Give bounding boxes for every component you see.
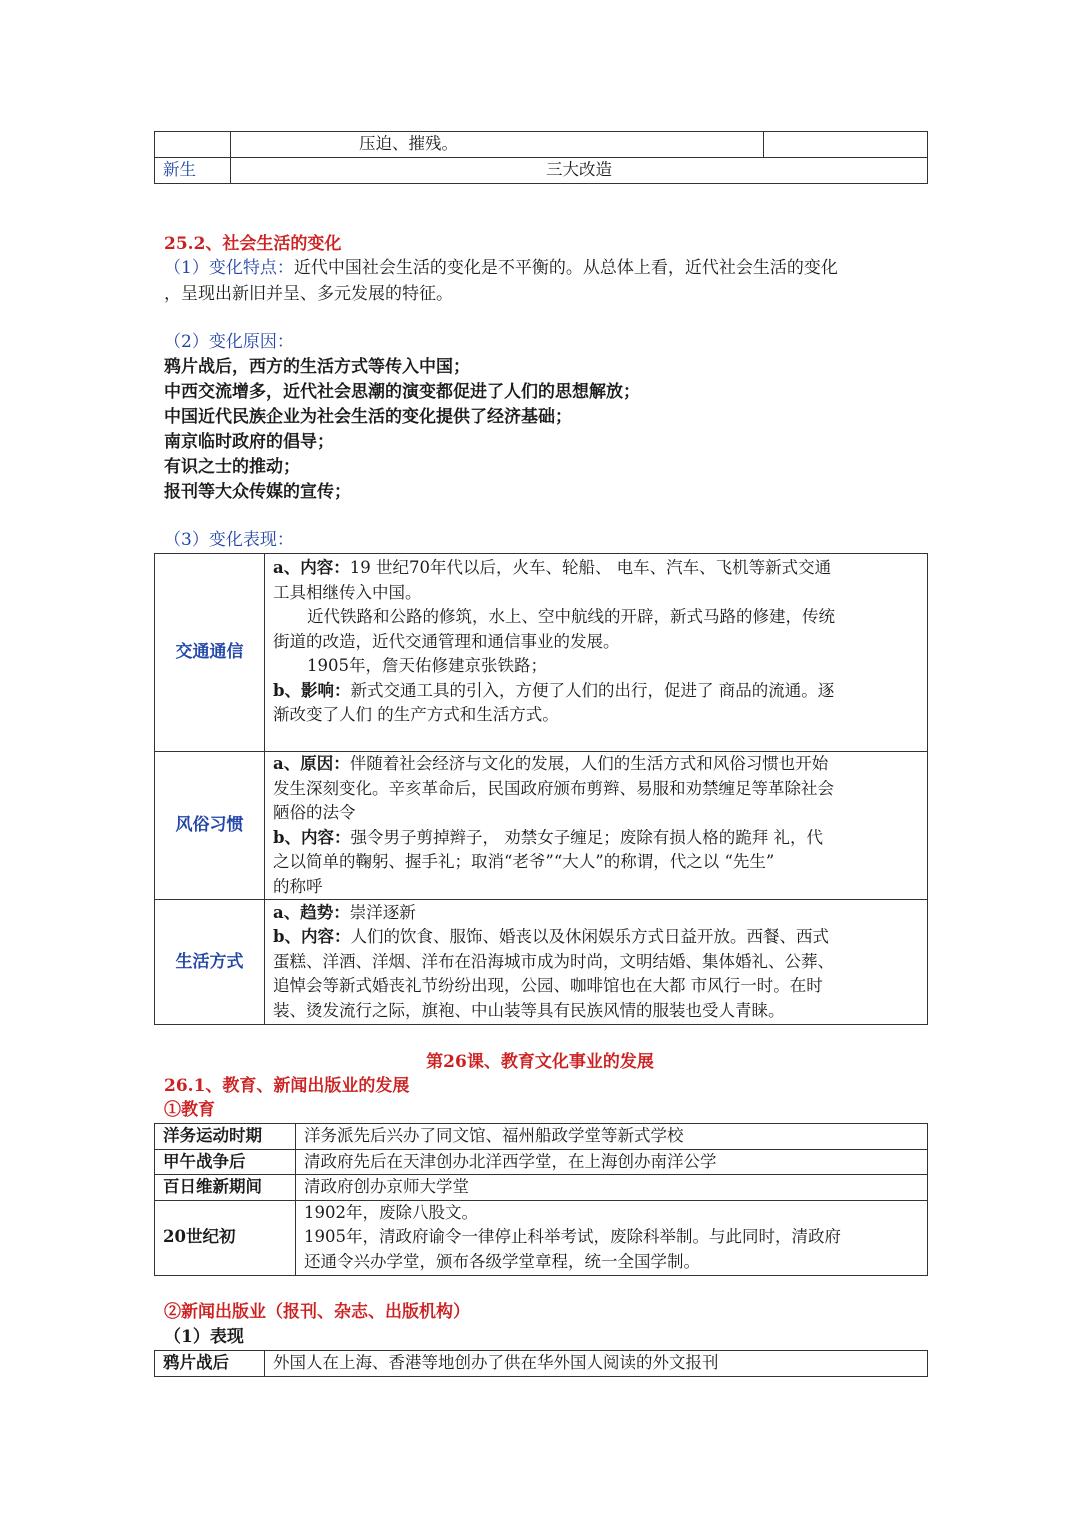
education-heading: ①教育 — [164, 1100, 215, 1120]
edu-row-label: 百日维新期间 — [155, 1175, 296, 1201]
edu-row-text: 清政府先后在天津创办北洋西学堂，在上海创办南洋公学 — [296, 1149, 928, 1175]
line-text: 街道的改造，近代交通管理和通信事业的发展。 — [273, 631, 620, 651]
edu-row-label: 甲午战争后 — [155, 1149, 296, 1175]
top-table — [154, 131, 928, 184]
change-features-text: 近代中国社会生活的变化是不平衡的。从总体上看，近代社会生活的变化 — [293, 258, 838, 278]
manifest-table — [154, 553, 928, 1025]
section-26-1-heading: 26.1、教育、新闻出版业的发展 — [164, 1076, 410, 1096]
line-text: 装、烫发流行之际，旗袍、中山装等具有民族风情的服装也受人青睐。 — [273, 1000, 785, 1020]
line-text: 还通令兴办学堂，颁布各级学堂章程，统一全国学制。 — [304, 1251, 700, 1271]
line-text: 的称呼 — [273, 876, 323, 896]
manifest-row-content — [265, 554, 928, 752]
cause-item: 报刊等大众传媒的宣传； — [164, 482, 351, 502]
top-table-row1-text: 压迫、摧残。 — [231, 132, 764, 158]
manifest-row-label: 生活方式 — [155, 900, 265, 1025]
manifest-row-content — [265, 752, 928, 900]
line-text: 强令男子剪掉辫子， 劝禁女子缠足；废除有损人格的跪拜 礼，代 — [350, 827, 824, 847]
line-text: 工具相继传入中国。 — [273, 582, 422, 602]
line-text: 崇洋逐新 — [349, 902, 416, 922]
change-causes-label: （2）变化原因： — [164, 332, 294, 352]
line-text: 陋俗的法令 — [273, 803, 356, 822]
edu-row-text — [296, 1200, 928, 1275]
change-features-line1 — [164, 256, 838, 281]
line-text: 近代铁路和公路的修筑，水上、空中航线的开辟，新式马路的修建，传统 — [307, 607, 835, 626]
edu-row-text: 清政府创办京师大学堂 — [296, 1175, 928, 1201]
change-features-label: （1）变化特点： — [164, 258, 294, 278]
line-prefix: a、原因： — [273, 754, 350, 773]
line-prefix: b、内容： — [273, 927, 351, 947]
cause-item: 鸦片战后，西方的生活方式等传入中国； — [164, 357, 470, 377]
line-text: 追悼会等新式婚丧礼节纷纷出现，公园、咖啡馆也在大都 市风行一时。在时 — [273, 976, 823, 996]
line-text: 蛋糕、洋酒、洋烟、洋布在沿海城市成为时尚，文明结婚、集体婚礼、公葬、 — [273, 951, 834, 971]
edu-row-label: 洋务运动时期 — [155, 1124, 296, 1150]
line-text: 人们的饮食、服饰、婚丧以及休闲娱乐方式日益开放。西餐、西式 — [350, 927, 830, 947]
news-heading: ②新闻出版业（报刊、杂志、出版机构） — [164, 1302, 470, 1322]
line-prefix: a、趋势： — [273, 902, 350, 922]
cause-item: 中国近代民族企业为社会生活的变化提供了经济基础； — [164, 407, 572, 427]
cause-item: 南京临时政府的倡导； — [164, 432, 334, 452]
section-25-2-heading: 25.2、社会生活的变化 — [164, 234, 342, 254]
line-text: 渐改变了人们 的生产方式和生活方式。 — [273, 705, 559, 724]
line-text: 发生深刻变化。辛亥革命后，民国政府颁布剪辫、易服和劝禁缠足等革除社会 — [273, 778, 834, 798]
line-text: 1905年，清政府谕令一律停止科举考试，废除科举制。与此同时，清政府 — [304, 1227, 841, 1247]
top-table-row2-label: 新生 — [155, 158, 231, 184]
education-table — [154, 1123, 928, 1276]
line-prefix: a、内容： — [273, 558, 350, 577]
change-manifest-label: （3）变化表现： — [164, 530, 294, 550]
edu-row-text: 洋务派先后兴办了同文馆、福州船政学堂等新式学校 — [296, 1124, 928, 1150]
news-subheading: （1）表现 — [164, 1327, 244, 1347]
top-table-row2-text: 三大改造 — [231, 158, 928, 184]
change-features-line2: ，呈现出新旧并呈、多元发展的特征。 — [164, 284, 453, 304]
line-text: 新式交通工具的引入，方便了人们的出行，促进了 商品的流通。逐 — [350, 680, 835, 700]
line-text: 1905年，詹天佑修建京张铁路； — [307, 656, 547, 675]
edu-row-label: 20世纪初 — [155, 1200, 296, 1275]
news-row-text: 外国人在上海、香港等地创办了供在华外国人阅读的外文报刊 — [265, 1351, 928, 1377]
news-row-label: 鸦片战后 — [155, 1351, 265, 1377]
line-text: 之以简单的鞠躬、握手礼；取消“老爷”“大人”的称谓，代之以 “先生” — [273, 852, 775, 871]
line-prefix: b、影响： — [273, 680, 351, 700]
manifest-row-label: 交通通信 — [155, 554, 265, 752]
lesson-26-title: 第26课、教育文化事业的发展 — [426, 1052, 654, 1072]
line-text: 1902年，废除八股文。 — [304, 1202, 478, 1222]
manifest-row-label: 风俗习惯 — [155, 752, 265, 900]
line-prefix: b、内容： — [273, 827, 351, 847]
cause-item: 中西交流增多，近代社会思潮的演变都促进了人们的思想解放； — [164, 382, 640, 402]
manifest-row-content — [265, 900, 928, 1025]
news-table — [154, 1350, 928, 1377]
line-text: 19 世纪70年代以后，火车、轮船、 电车、汽车、飞机等新式交通 — [349, 558, 832, 577]
cause-item: 有识之士的推动； — [164, 457, 300, 477]
line-text: 伴随着社会经济与文化的发展，人们的生活方式和风俗习惯也开始 — [349, 754, 829, 773]
